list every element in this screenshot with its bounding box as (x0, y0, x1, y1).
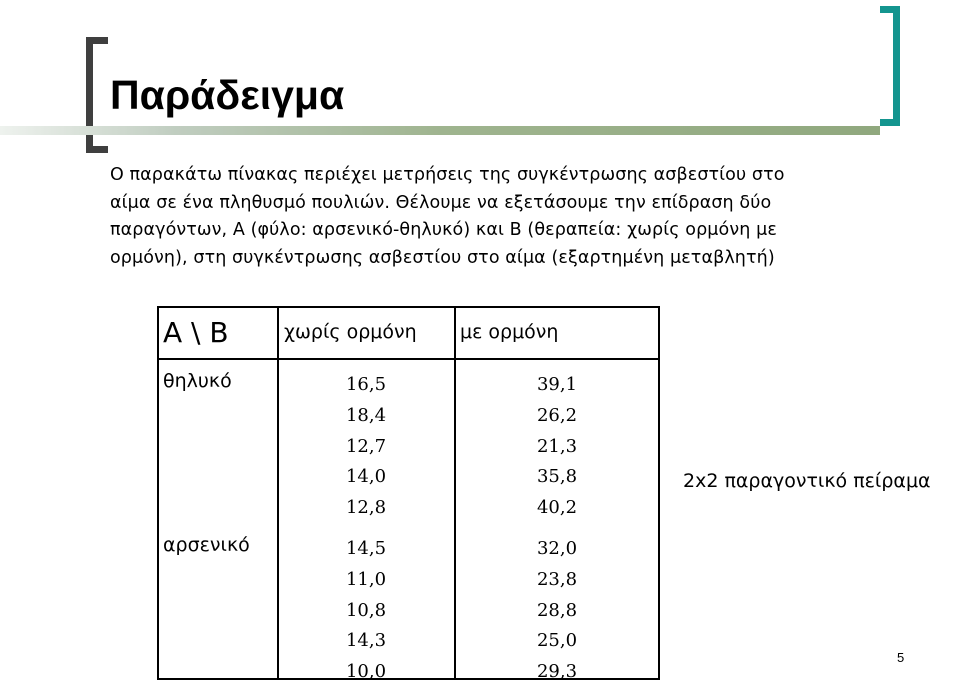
female-without-hormone-values (278, 359, 454, 524)
left-bracket-decoration (86, 37, 108, 153)
table-cell: 40,2 (536, 497, 578, 519)
header-with-hormone: με ορμόνη (454, 306, 660, 359)
table-cell: 10,8 (345, 599, 387, 621)
table-cell: 35,8 (536, 466, 578, 488)
right-bracket-decoration (880, 6, 900, 126)
table-cell: 26,2 (536, 404, 578, 426)
row-label-male: αρσενικό (163, 533, 250, 556)
female-with-hormone-values (454, 359, 660, 524)
table-row-male (157, 524, 660, 688)
male-with-hormone-values (454, 524, 660, 688)
table-row-female (157, 359, 660, 524)
table-cell: 28,8 (536, 599, 578, 621)
male-without-hormone-values (278, 524, 454, 688)
intro-paragraph: Ο παρακάτω πίνακας περιέχει μετρήσεις της συγκέντρωσης ασβεστίου στο αίμα σε ένα πληθυσμό πουλιών. Θέλουμε να εξετάσουμε την επίδραση δύο παραγόντων, Α (φύλο: αρσενικό-θηλυκό) και Β (θεραπεία: χωρίς ορμόνη με ορμόνη), στη συγκέντρωσης ασβεστίου στο αίμα (εξαρτημένη μεταβλητή) (110, 165, 785, 268)
table-cell: 10,0 (345, 661, 387, 683)
measurements-table (157, 306, 660, 688)
table-cell: 14,0 (345, 466, 387, 488)
table-cell: 25,0 (536, 630, 578, 652)
table-cell: 29,3 (536, 661, 578, 683)
table-cell: 32,0 (536, 537, 578, 559)
table-cell: 11,0 (345, 568, 387, 590)
table-cell: 14,3 (345, 630, 387, 652)
header-without-hormone: χωρίς ορμόνη (278, 306, 454, 359)
table-cell: 18,4 (345, 404, 387, 426)
row-label-female: θηλυκό (163, 370, 232, 392)
table-cell: 23,8 (536, 568, 578, 590)
table-cell: 12,7 (345, 435, 387, 457)
title-rule (0, 126, 880, 135)
table-cell: 16,5 (345, 374, 387, 395)
header-factors: Α \ Β (157, 306, 278, 359)
table-header-row (157, 306, 660, 359)
slide-title: Παράδειγμα (110, 72, 345, 118)
table-cell: 12,8 (345, 497, 387, 519)
page-number: 5 (897, 650, 905, 665)
design-caption: 2x2 παραγοντικό πείραμα (683, 470, 931, 492)
table-cell: 21,3 (536, 435, 578, 457)
table-cell: 39,1 (536, 374, 578, 395)
table-cell: 14,5 (345, 537, 387, 559)
